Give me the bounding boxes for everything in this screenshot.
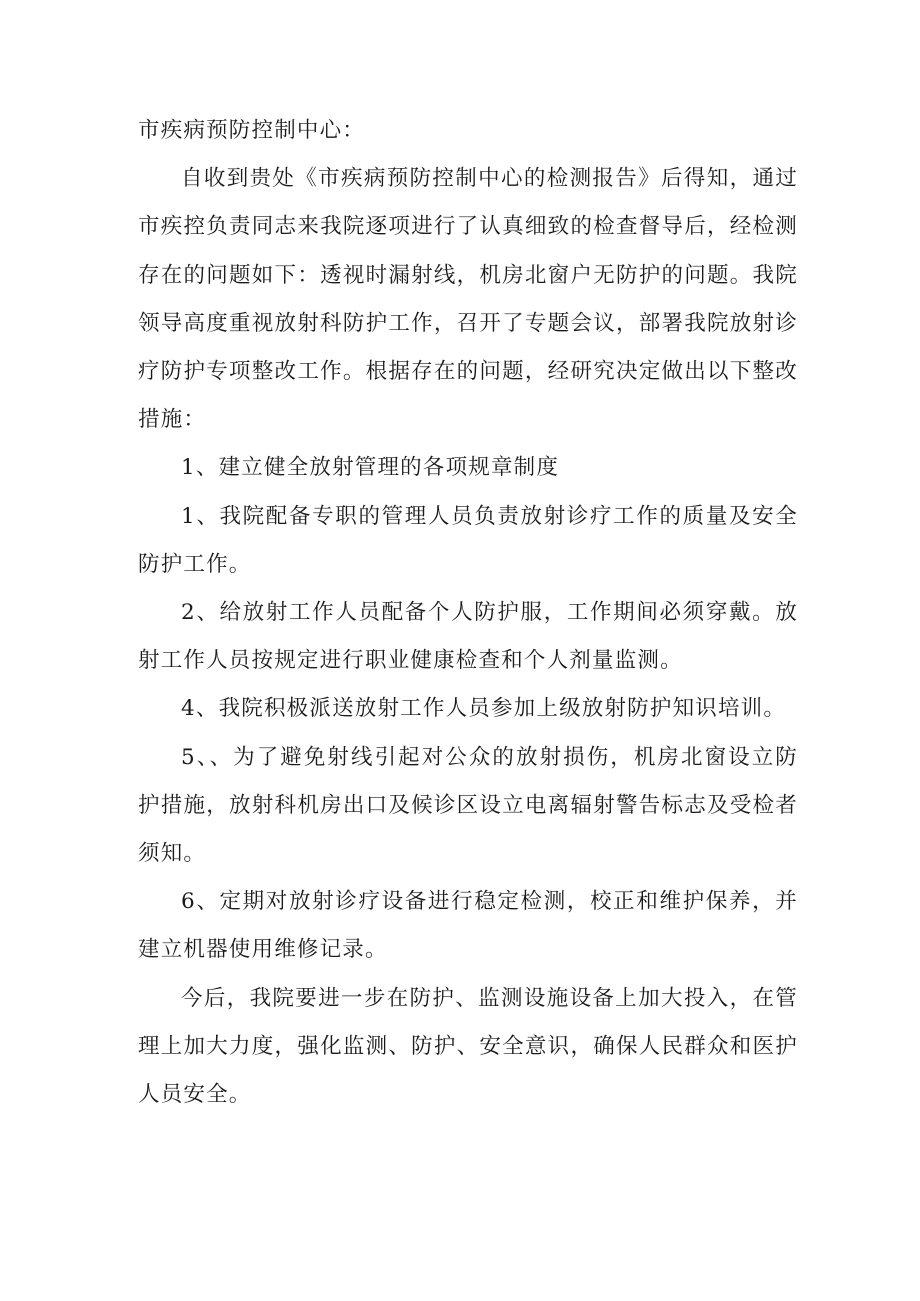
paragraph-item-4: 4、我院积极派送放射工作人员参加上级放射防护知识培训。 xyxy=(181,696,787,722)
paragraph-item-2: 2、给放射工作人员配备个人防护服，工作期间必须穿戴。放射工作人员按规定进行职业健康检查和个人剂量监测。 xyxy=(138,600,798,674)
paragraph-heading-measures: 1、建立健全放射管理的各项规章制度 xyxy=(181,455,560,481)
salutation: 市疾病预防控制中心： xyxy=(138,118,366,143)
paragraph-conclusion: 今后，我院要进一步在防护、监测设施设备上加大投入，在管理上加大力度，强化监测、防护、安全意识，确保人民群众和医护人员安全。 xyxy=(138,985,798,1108)
paragraph-item-5: 5、、为了避免射线引起对公众的放射损伤，机房北窗设立防护措施，放射科机房出口及候诊区设立电离辐射警告标志及受检者须知。 xyxy=(138,744,798,867)
paragraph-intro: 自收到贵处《市疾病预防控制中心的检测报告》后得知，通过市疾控负责同志来我院逐项进行了认真细致的检查督导后，经检测存在的问题如下：透视时漏射线，机房北窗户无防护的问题。我院领导高度重视放射科防护工作，召开了专题会议，部署我院放射诊疗防护专项整改工作。根据存在的问题，经研究决定做出以下整改措施： xyxy=(138,166,798,433)
paragraph-item-6: 6、定期对放射诊疗设备进行稳定检测，校正和维护保养，并建立机器使用维修记录。 xyxy=(138,889,798,963)
document-body xyxy=(138,107,798,1119)
paragraph-item-1: 1、我院配备专职的管理人员负责放射诊疗工作的质量及安全防护工作。 xyxy=(138,503,798,577)
